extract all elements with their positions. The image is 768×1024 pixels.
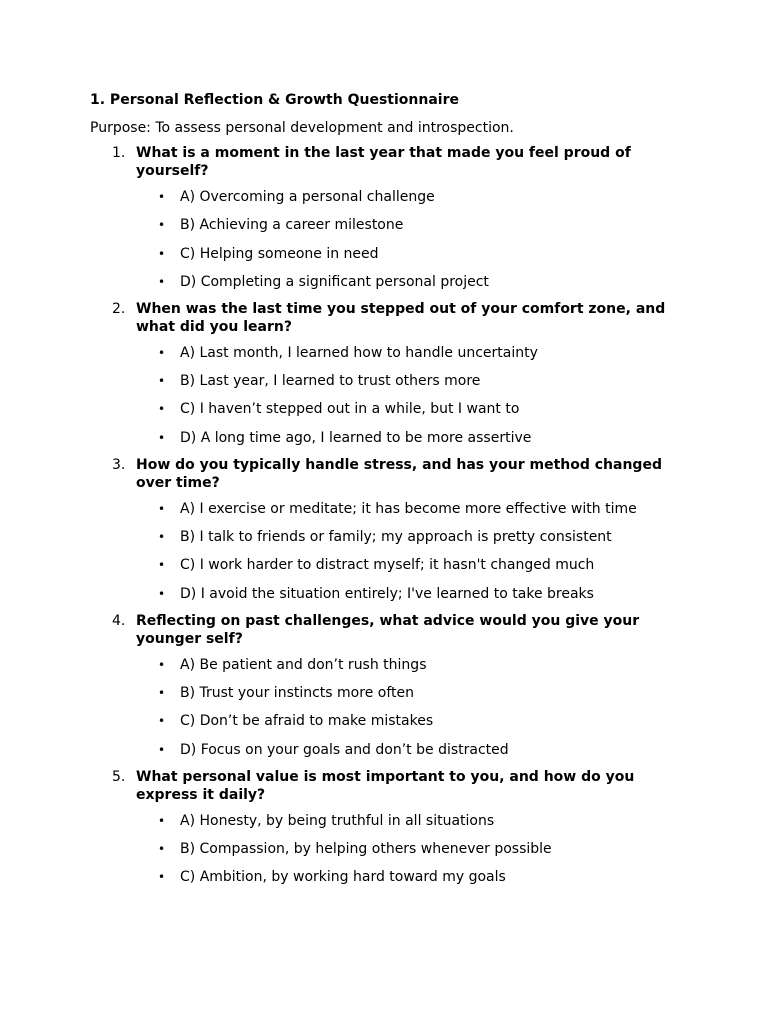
- bullet-icon: •: [158, 841, 166, 856]
- option-item: [136, 272, 680, 292]
- question-item: [90, 144, 680, 292]
- option-item: [136, 499, 680, 519]
- option-text: D) Completing a significant personal project: [180, 273, 489, 290]
- question-number: 1.: [112, 145, 126, 161]
- option-item: [136, 399, 680, 419]
- question-text: When was the last time you stepped out of your comfort zone, and what did you learn?: [136, 300, 666, 335]
- question-item: [90, 300, 680, 448]
- bullet-icon: •: [158, 558, 166, 573]
- option-text: B) Last year, I learned to trust others more: [180, 373, 481, 390]
- question-number: 4.: [112, 612, 126, 629]
- option-item: [136, 371, 680, 391]
- question-item: [90, 612, 680, 760]
- option-item: [136, 839, 680, 859]
- bullet-icon: •: [158, 402, 166, 417]
- question-item: [90, 456, 680, 604]
- bullet-icon: •: [158, 430, 166, 445]
- option-text: A) Overcoming a personal challenge: [180, 189, 435, 205]
- question-text: How do you typically handle stress, and has your method changed over time?: [136, 456, 662, 491]
- option-text: B) Trust your instincts more often: [180, 684, 414, 701]
- page-title: 1. Personal Reflection & Growth Questionnaire: [90, 92, 459, 108]
- option-text: D) Focus on your goals and don’t be distracted: [180, 741, 509, 758]
- question-item: [90, 768, 680, 888]
- option-item: [136, 343, 680, 363]
- bullet-icon: •: [158, 246, 166, 261]
- option-text: B) Compassion, by helping others whenever possible: [180, 840, 552, 857]
- option-item: [136, 655, 680, 675]
- question-number: 5.: [112, 768, 126, 785]
- option-text: C) Ambition, by working hard toward my goals: [180, 869, 506, 886]
- bullet-icon: •: [158, 530, 166, 545]
- bullet-icon: •: [158, 714, 166, 729]
- question-text: What is a moment in the last year that made you feel proud of yourself?: [136, 145, 631, 179]
- bullet-icon: •: [158, 813, 166, 828]
- option-list: [136, 655, 680, 760]
- bullet-icon: •: [158, 274, 166, 289]
- option-item: [136, 555, 680, 575]
- question-number: 3.: [112, 456, 126, 473]
- bullet-icon: •: [158, 657, 166, 672]
- option-item: [136, 215, 680, 235]
- option-item: [136, 867, 680, 887]
- option-item: [136, 711, 680, 731]
- question-list: [90, 144, 680, 887]
- option-item: [136, 527, 680, 547]
- bullet-icon: •: [158, 218, 166, 233]
- option-item: [136, 428, 680, 448]
- option-item: [136, 811, 680, 831]
- option-text: A) Be patient and don’t rush things: [180, 656, 427, 673]
- option-text: A) Honesty, by being truthful in all situations: [180, 812, 495, 829]
- option-item: [136, 187, 680, 207]
- option-text: D) I avoid the situation entirely; I've learned to take breaks: [180, 585, 594, 602]
- option-text: A) Last month, I learned how to handle uncertainty: [180, 344, 538, 361]
- bullet-icon: •: [158, 685, 166, 700]
- option-text: C) Don’t be afraid to make mistakes: [180, 713, 434, 730]
- option-text: C) I work harder to distract myself; it hasn't changed much: [180, 557, 595, 574]
- option-item: [136, 244, 680, 264]
- bullet-icon: •: [158, 374, 166, 389]
- option-item: [136, 683, 680, 703]
- option-text: A) I exercise or meditate; it has become more effective with time: [180, 500, 637, 517]
- option-item: [136, 740, 680, 760]
- question-text: Reflecting on past challenges, what advice would you give your younger self?: [136, 612, 640, 647]
- option-text: B) I talk to friends or family; my approach is pretty consistent: [180, 529, 612, 546]
- purpose-text: Purpose: To assess personal development and introspection.: [90, 120, 514, 136]
- option-item: [136, 584, 680, 604]
- option-text: B) Achieving a career milestone: [180, 217, 404, 234]
- option-list: [136, 187, 680, 292]
- option-list: [136, 499, 680, 604]
- bullet-icon: •: [158, 190, 166, 204]
- bullet-icon: •: [158, 345, 166, 360]
- question-number: 2.: [112, 300, 126, 317]
- bullet-icon: •: [158, 870, 166, 885]
- question-text: What personal value is most important to you, and how do you express it daily?: [136, 768, 635, 803]
- option-list: [136, 811, 680, 888]
- bullet-icon: •: [158, 586, 166, 601]
- bullet-icon: •: [158, 742, 166, 757]
- option-text: D) A long time ago, I learned to be more assertive: [180, 429, 532, 446]
- bullet-icon: •: [158, 501, 166, 516]
- option-text: C) Helping someone in need: [180, 245, 379, 262]
- document-page: [90, 90, 680, 895]
- option-list: [136, 343, 680, 448]
- option-text: C) I haven’t stepped out in a while, but I want to: [180, 401, 520, 418]
